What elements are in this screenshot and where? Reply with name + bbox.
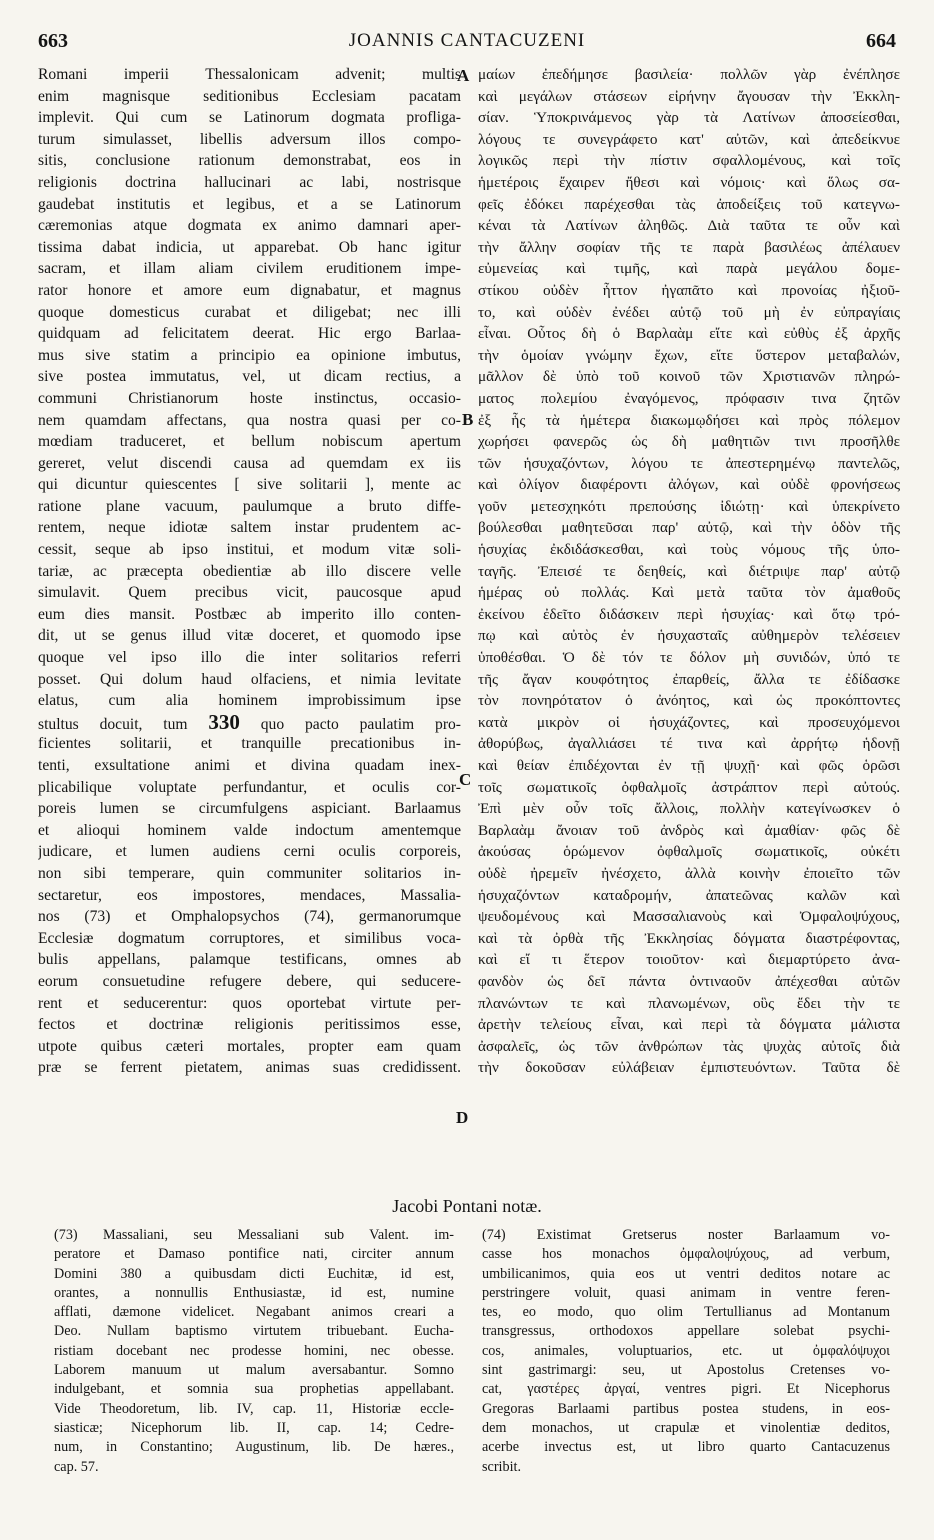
greek-line: εἶναι. Οὗτος δὴ ὁ Βαρλαὰμ εἴτε καὶ εὐθὺς ἐξ ἀρχῆς bbox=[478, 325, 900, 343]
latin-line: dit, ut se genus illud vitæ doceret, et quomodo ipse bbox=[38, 627, 461, 645]
greek-line: λογικῶς περὶ τὴν πίστιν σφαλλομένους, καὶ τοῖς bbox=[478, 152, 900, 170]
latin-line: quoque vel ipso illo die inter solitarios referri bbox=[38, 649, 461, 667]
greek-line: ἀθορύβως, ἀγαλλιάσει τέ τινα καὶ ἀρρήτῳ ἡδονῇ bbox=[478, 735, 900, 753]
latin-line: ratione plane vacuum, paulumque a bruto diffe- bbox=[38, 497, 461, 515]
section-marker-c: C bbox=[459, 770, 472, 789]
note-line: Gregoras Barlaami partibus postea studens, in eos- bbox=[482, 1400, 890, 1417]
latin-line: nos (73) et Omphalopsychos (74), germanorumque bbox=[38, 908, 461, 926]
latin-text-column bbox=[38, 64, 461, 1079]
latin-line: Ecclesiæ dogmatum corruptores, et similibus voca- bbox=[38, 929, 461, 947]
greek-line: τὴν ὁμοίαν γνώμην ἔχων, εἴτε ὕστερον μεταβαλών, bbox=[478, 346, 900, 364]
footnote-73 bbox=[54, 1226, 454, 1477]
greek-line: το, καὶ οὐδὲν ἐνέδει αὐτῷ τοῦ μὴ ἐν εὐπραγίαις bbox=[478, 303, 900, 321]
note-line: orantes, a nonnullis Enthusiastæ, id est, numine bbox=[54, 1284, 454, 1301]
notes-title: Jacobi Pontani notæ. bbox=[392, 1196, 542, 1216]
note-line: perstringere voluit, quasi animam in ventre feren- bbox=[482, 1284, 890, 1301]
greek-line: ταγῆς. Ἐπεισέ τε δεηθείς, καὶ διέτριψε παρ' αὐτῷ bbox=[478, 562, 900, 580]
latin-line: religionis doctrina hallucinari ac labi, nostrisque bbox=[38, 173, 461, 191]
note-line: Domini 380 a quibusdam dicti Euchitæ, id est, bbox=[54, 1265, 454, 1282]
note-line: ristiam docebant nec prodesse homini, nec obesse. bbox=[54, 1342, 454, 1359]
greek-line: Βαρλαὰμ ἄνοιαν τοῦ ἀνδρὸς καὶ ἀμαθίαν· φῶς δὲ bbox=[478, 821, 900, 839]
note-line: cos, animales, voluptuarios, etc. ut ὀμφαλόψυχοι bbox=[482, 1342, 890, 1359]
greek-line: ἀρετὴν τελείους εἶναι, καὶ περὶ τὰ δόγματα μάλιστα bbox=[478, 1016, 900, 1034]
latin-line: sive postea immutatus, vel, ut dicam rectius, a bbox=[38, 368, 461, 386]
greek-line: ἐκείνου ἐδεῖτο διδάσκειν περὶ ἡσυχίας· καὶ ὅτῳ τρό- bbox=[478, 605, 900, 623]
note-line: acerbe invectus est, ut libro quarto Cantacuzenus bbox=[482, 1439, 890, 1456]
latin-line: simulavit. Quem precibus vicit, paucosque apud bbox=[38, 584, 461, 602]
greek-line: μαίων ἐπεδήμησε βασιλεία· πολλῶν γὰρ ἐνέπλησε bbox=[478, 66, 900, 83]
latin-line: turum simulasset, libellis adversum illos compo- bbox=[38, 130, 461, 148]
greek-line: ἀσφαλεῖς, ὡς τῶν ἀνθρώπων τὰς ψυχὰς αὐτοῖς διὰ bbox=[478, 1037, 900, 1055]
note-line: tes, eo modo, quo olim Tertullianus ad Montanum bbox=[482, 1304, 890, 1321]
section-marker-a: A bbox=[457, 66, 470, 85]
latin-line: quidquam ad felicitatem deerat. Hic ergo Barlaa- bbox=[38, 325, 461, 343]
latin-line: Romani imperii Thessalonicam advenit; multis bbox=[38, 66, 461, 83]
greek-text-column bbox=[478, 64, 900, 1079]
greek-line: φανδὸν ὡς δεῖ πάντα ὀντιναοῦν ἀπέχεσθαι αὐτῶν bbox=[478, 972, 900, 990]
latin-line: rent et seducerentur: quos oportebat virtute per- bbox=[38, 994, 461, 1012]
latin-line: mus sive statim a principio ea opinione imbutus, bbox=[38, 346, 461, 364]
page-header bbox=[38, 30, 896, 60]
greek-line: ματος πολεμίου ἐναγόμενος, πρόφασιν τινα ζητῶν bbox=[478, 389, 900, 407]
latin-line: fectos et doctrinæ religionis peritissimos esse, bbox=[38, 1016, 461, 1034]
latin-line: eorum consuetudine refugere debere, qui seducere- bbox=[38, 972, 461, 990]
latin-line: præ se ferrent pietatem, animas suas credidissent. bbox=[38, 1059, 461, 1077]
latin-line: poreis lumen se circumfulgens aspiciant. Barlaamus bbox=[38, 800, 461, 818]
greek-line: καὶ ὀλίγον διαφέροντι ἀλόγων, καὶ οὐδὲ φρονήσεως bbox=[478, 476, 900, 494]
latin-line: quoque domesticus curabat et diligebat; nec illi bbox=[38, 303, 461, 321]
greek-line: καὶ τὰ ὀρθὰ τῆς Ἐκκλησίας δόγματα διαστρέφοντας, bbox=[478, 929, 900, 947]
latin-line: plicabilique voluptate perfundantur, et oculis cor- bbox=[38, 778, 461, 796]
latin-line: communi Christianorum hoste instinctus, occasio- bbox=[38, 389, 461, 407]
note-line: (74) Existimat Gretserus noster Barlaamum vo- bbox=[482, 1227, 890, 1243]
greek-line: τῆς ἄγαν κουφότητος ἐπαρθείς, ἄλλα τε ἐδίδασκε bbox=[478, 670, 900, 688]
latin-line: judicare, et lumen audiens cerni oculis corporeis, bbox=[38, 843, 461, 861]
greek-line: στίκου οὐδὲν ἧττον ἠγαπᾶτο καὶ προνοίας ἠξιοῦ- bbox=[478, 281, 900, 299]
greek-line: κέναι τὰ Λατίνων ἀληθῶς. Διὰ ταῦτα τε οὖν καὶ bbox=[478, 217, 900, 235]
latin-line: enim magnisque seditionibus Ecclesiam pacatam bbox=[38, 87, 461, 105]
greek-line: φεῖς ἐδόκει παρέχεσθαι τὰς ἀποδείξεις τοῦ κατεγνω- bbox=[478, 195, 900, 213]
latin-line: rator honore et amore eum dignabatur, et magnus bbox=[38, 281, 461, 299]
latin-line: cessit, seque ab ipso institui, et modum vitæ soli- bbox=[38, 541, 461, 559]
latin-line: stultus docuit, tum 330 quo pacto paulatim pro- bbox=[38, 711, 461, 734]
latin-line: non sibi temperare, quin communiter solitarios in- bbox=[38, 864, 461, 882]
footnote-74 bbox=[482, 1226, 890, 1477]
latin-line: tariæ, ac præcepta obedientiæ ab illo discere velle bbox=[38, 562, 461, 580]
greek-line: Ἐπὶ μὲν οὖν τοῖς ἄλλοις, πολλὴν κατεγίνωσκεν ὁ bbox=[478, 800, 900, 818]
greek-line: μᾶλλον δὲ ὑπὸ τοῦ κοινοῦ τῶν Χριστιανῶν πληρώ- bbox=[478, 368, 900, 386]
note-line: cap. 57. bbox=[54, 1458, 99, 1475]
note-line: (73) Massaliani, seu Messaliani sub Valent. im- bbox=[54, 1227, 454, 1243]
greek-line: λόγους τε συνεγράφετο κατ' αὐτῶν, καὶ ἀπεδείκνυε bbox=[478, 130, 900, 148]
greek-line: οὐδὲ ἠρεμεῖν ἠνέσχετο, ἀλλὰ κοινὴν ἐποιεῖτο τῶν bbox=[478, 864, 900, 882]
greek-line: εὐμενείας καὶ τιμῆς, καὶ παρὰ μεγάλου δομε- bbox=[478, 260, 900, 278]
greek-line: χωρήσει φανερῶς ὡς δὴ μαθητιῶν τινι προσῆλθε bbox=[478, 433, 900, 451]
latin-line: implevit. Qui cum se Latinorum dogmata profliga- bbox=[38, 109, 461, 127]
note-line: afflati, dæmone videlicet. Negabant animos creari a bbox=[54, 1304, 454, 1321]
latin-line: nem quamdam affectans, qua nostra quasi per co- bbox=[38, 411, 461, 429]
latin-line: gaudebat institutis et legibus, et a se Latinorum bbox=[38, 195, 461, 213]
latin-line: elatus, cum alia hominem improbissimum ipse bbox=[38, 692, 461, 710]
note-line: transgressus, orthodoxos appellare solebat psychi- bbox=[482, 1323, 890, 1340]
note-line: siasticæ; Nicephorum lib. II, cap. 14; Cedre- bbox=[54, 1419, 454, 1436]
section-marker-d: D bbox=[456, 1108, 469, 1127]
note-line: Laborem manuum ut malum aversabantur. Somno bbox=[54, 1362, 454, 1379]
latin-line: sitis, conclusione rationum demonstrabat, eos in bbox=[38, 152, 461, 170]
page-number-right: 664 bbox=[866, 30, 896, 52]
latin-line: rentem, neque idiotæ saltem instar prudentem ac- bbox=[38, 519, 461, 537]
note-line: num, in Constantino; Augustinum, lib. De hæres., bbox=[54, 1439, 454, 1456]
latin-line: mœdiam traduceret, et bellum nobiscum apertum bbox=[38, 433, 461, 451]
note-line: casse hos monachos ὀμφαλοψύχους, ad verbum, bbox=[482, 1246, 890, 1263]
inline-page-number: 330 bbox=[208, 711, 240, 734]
greek-line: τὴν δοκοῦσαν εὐλάβειαν ἐμπιστευόντων. Ταῦτα δὲ bbox=[478, 1059, 900, 1077]
latin-line: ficientes solitarii, et tranquille precationibus in- bbox=[38, 735, 461, 753]
note-line: indulgebant, et somnia sua prophetias appellabant. bbox=[54, 1381, 454, 1398]
latin-line: tenti, exsultatione animi et divina quadam inex- bbox=[38, 757, 461, 774]
greek-line: ψευδομένους καὶ Μασσαλιανοὺς καὶ Ὀμφαλοψύχους, bbox=[478, 908, 900, 926]
note-line: umbilicanimos, quia eos ut ventri deditos notare ac bbox=[482, 1265, 890, 1282]
latin-line: qui dicuntur quiescentes [ sive solitarii ], mente ac bbox=[38, 476, 461, 494]
greek-line: ἀκούσας ὁρώμενον ὀφθαλμοῖς σωματικοῖς, οὐκέτι bbox=[478, 843, 900, 861]
greek-line: τῶν ἡσυχαζόντων, λόγου τε ἀπεστερημένῳ παντελῶς, bbox=[478, 454, 900, 472]
note-line: Vide Theodoretum, lib. IV, cap. 11, Historiæ eccle- bbox=[54, 1400, 454, 1417]
latin-line: gereret, velut discendi causa ad quemdam ex iis bbox=[38, 454, 461, 472]
latin-line: utpote quibus cæteri mortales, propter eam quam bbox=[38, 1037, 461, 1055]
greek-line: σίαν. Ὑποκρινάμενος γὰρ τὰ Λατίνων ἀποσείεσθαι, bbox=[478, 109, 900, 127]
greek-line: καὶ θείαν ἐπιδέχονται ἐν τῇ ψυχῇ· καὶ φῶς ὁρῶσι bbox=[478, 757, 900, 774]
greek-line: βούλεσθαι μαθητεῦσαι παρ' αὐτῷ, καὶ τὴν ὁδὸν τῆς bbox=[478, 519, 900, 537]
latin-line: sacram, et illam aliam civilem eruditionem impe- bbox=[38, 260, 461, 278]
latin-line: posset. Qui dolum haud olfaciens, et nimia levitate bbox=[38, 670, 461, 688]
greek-line: κατὰ μικρὸν οἱ ἡσυχάζοντες, καὶ προσευχόμενοι bbox=[478, 713, 900, 731]
greek-line: καὶ μεγάλων στάσεων εἰρήνην ἄγουσαν τὴν Ἐκκλη- bbox=[478, 87, 900, 105]
greek-line: ἡσυχίας ἐκδιδάσκεσθαι, καὶ τοὺς νόμους τῆς ὑπο- bbox=[478, 541, 900, 559]
note-line: Deo. Nullam baptismo virtutem tribuebant. Eucha- bbox=[54, 1323, 454, 1340]
greek-line: ὑποθέσθαι. Ὁ δὲ τόν τε δόλον μὴ συνιδών, ὑπό τε bbox=[478, 649, 900, 667]
greek-line: ἡσυχαζόντων καταδρομήν, ἀπατεῶνας καλῶν καὶ bbox=[478, 886, 900, 904]
latin-line: sectaretur, eos impostores, mendaces, Massalia- bbox=[38, 886, 461, 904]
note-line: cat, γαστέρες ἀργαί, ventres pigri. Et Nicephorus bbox=[482, 1381, 890, 1398]
greek-line: τὸν πονηρότατον ὁ ἀνόητος, καὶ ὡς προκόπτοντες bbox=[478, 692, 900, 710]
note-line: sint gastrimargi: seu, ut Apostolus Cretenses vo- bbox=[482, 1362, 890, 1379]
note-line: peratore et Damaso pontifice nati, circiter annum bbox=[54, 1246, 454, 1263]
note-line: dem monachos, ut crapulæ et vinolentiæ deditos, bbox=[482, 1419, 890, 1436]
latin-line: eum dies mansit. Postbæc ab imperito illo conten- bbox=[38, 605, 461, 623]
latin-line: tissima dabat indicia, ut apparebat. Ob hanc igitur bbox=[38, 238, 461, 256]
note-line: scribit. bbox=[482, 1458, 522, 1475]
section-marker-b: B bbox=[462, 410, 474, 429]
greek-line: ἡμετέροις ἔχαιρεν ἤθεσι καὶ νόμοις· καὶ ὅλως σα- bbox=[478, 173, 900, 191]
latin-line: et alioqui hominem valde indoctum amentemque bbox=[38, 821, 461, 839]
greek-line: γοῦν μετεσχηκότι πρεπούσης ἰδιώτῃ· καὶ ὑπεκρίνετο bbox=[478, 497, 900, 515]
greek-line: πλανώντων τε καὶ πλανωμένων, οὓς ἔδει τὴν τε bbox=[478, 994, 900, 1012]
page-number-left: 663 bbox=[38, 30, 68, 52]
greek-line: τὴν ἄλλην σοφίαν τῆς τε παρὰ βασιλέως ἀπέλαυεν bbox=[478, 238, 900, 256]
latin-line: bulis appellans, palamque testificans, omnes ab bbox=[38, 951, 461, 969]
greek-line: τοῖς σωματικοῖς ὀφθαλμοῖς ἀστράπτον περὶ αὐτούς. bbox=[478, 778, 900, 796]
greek-line: καὶ εἴ τι ἕτερον τοιοῦτον· καὶ διεμαρτύρετο ἀνα- bbox=[478, 951, 900, 969]
running-title: JOANNIS CANTACUZENI bbox=[348, 30, 586, 51]
greek-line: ἐξ ἧς τὰ ἡμέτερα διακωμῳδήσει καὶ πρὸς πόλεμον bbox=[478, 411, 900, 429]
greek-line: πῳ καὶ αὐτὸς ἐν ἡσυχασταῖς αὐθημερὸν τελέσειεν bbox=[478, 627, 900, 645]
greek-line: ἡμέρας οὐ πολλάς. Καὶ μετὰ ταῦτα τὸν ἀμαθοῦς bbox=[478, 584, 900, 602]
latin-line: cæremonias atque dogmata ex animo damnari aper- bbox=[38, 217, 461, 235]
